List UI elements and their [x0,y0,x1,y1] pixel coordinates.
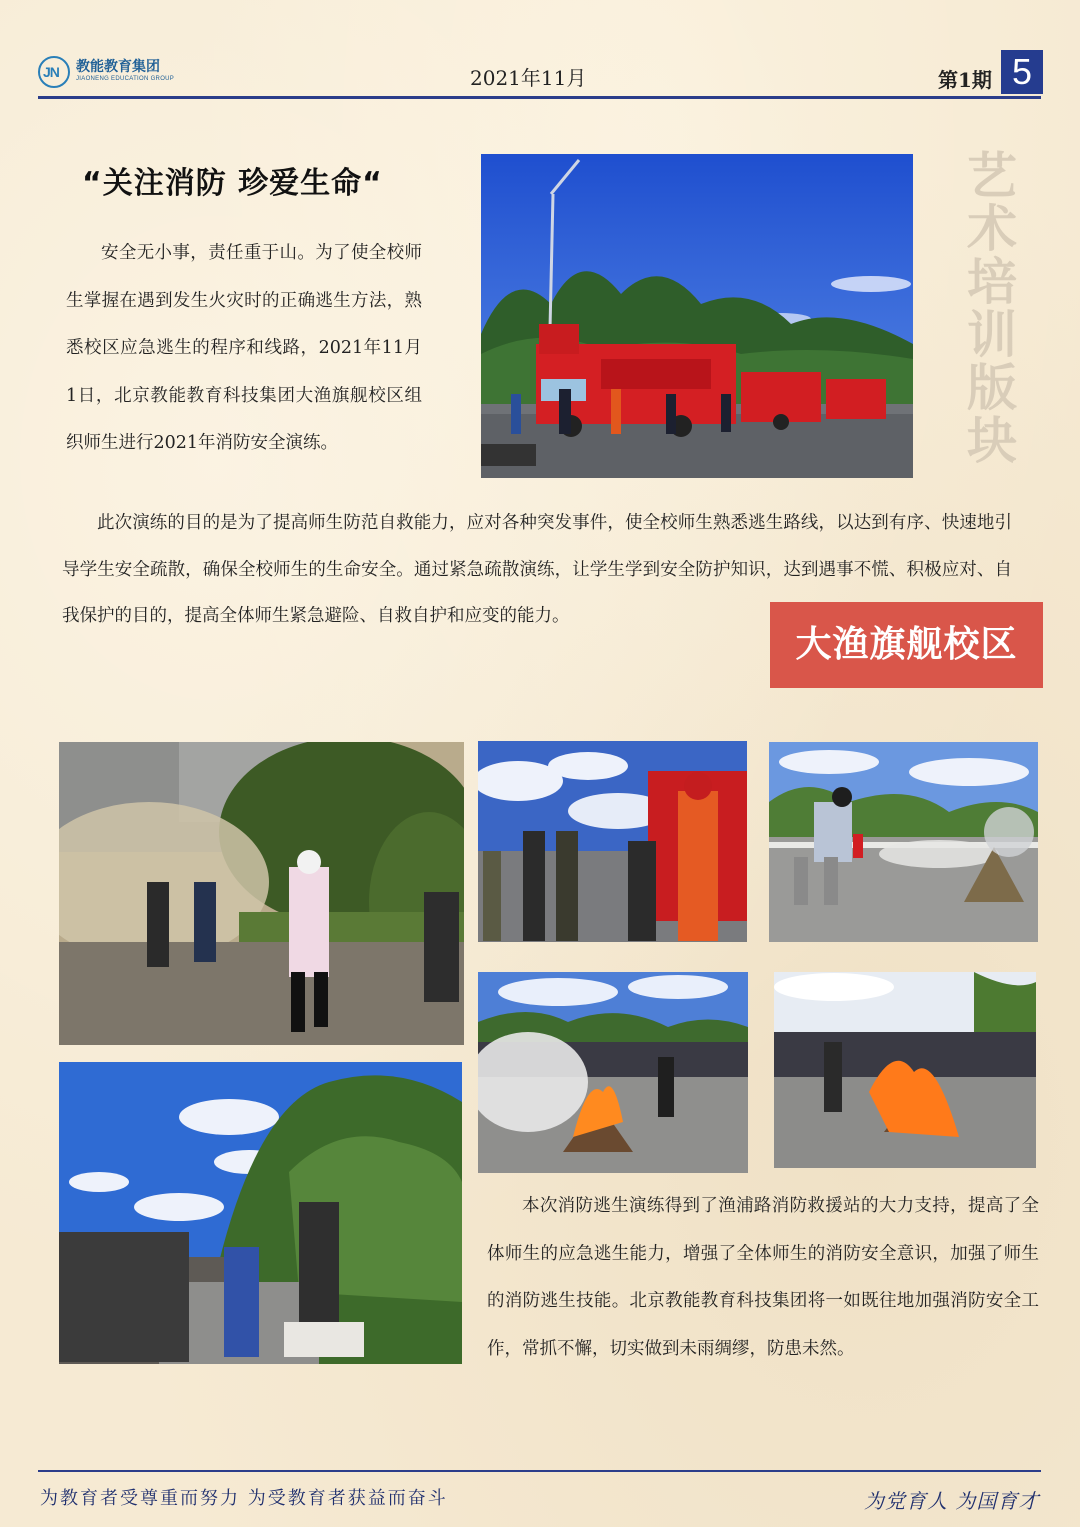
group-logo [38,54,178,90]
issue-date: 2021年11月 [470,66,587,90]
closing-paragraph: 本次消防逃生演练得到了渔浦路消防救援站的大力支持，提高了全体师生的应急逃生能力，增强了全体师生的消防安全意识，加强了师生的消防逃生技能。北京教能教育科技集团将一如既往地加强消防安全工作，常抓不懈，切实做到未雨绸缪，防患未然。 [487,1196,1039,1359]
article-title: “关注消防 珍爱生命“ [82,166,383,201]
logo-english-name: JIAONENG EDUCATION GROUP [76,76,175,82]
students-evacuated-photo [59,1062,462,1364]
footer-motto-right: 为党育人 为国育才 [864,1489,1040,1513]
side-title-char: 术 [967,200,1017,258]
bonfire-demonstration-photo [774,972,1036,1168]
fire-trucks-photo [481,154,913,478]
logo-mark-text: JN [43,64,59,80]
header-divider [38,96,1041,99]
purpose-paragraph: 此次演练的目的是为了提高师生防范自救能力，应对各种突发事件，使全校师生熟悉逃生路线，以达到有序、快速地引导学生安全疏散，确保全校师生的生命安全。通过紧急疏散演练，让学生学到安全防护知识，达到遇事不慌、积极应对、自我保护的目的，提高全体师生紧急避险、自救自护和应变的能力。 [62,513,1012,626]
firefighter-crowd-photo [478,741,747,942]
campus-badge: 大渔旗舰校区 [770,602,1043,688]
evacuation-smoke-photo [59,742,464,1045]
side-title-char: 训 [967,306,1017,364]
side-title-char: 块 [967,412,1017,470]
issue-label: 第1期 [938,68,992,92]
section-side-title [960,147,1024,470]
logo-name: 教能教育集团 [76,59,160,75]
bonfire-crowd-photo [478,972,748,1173]
footer-divider [38,1470,1041,1472]
intro-paragraph: 安全无小事，责任重于山。为了使全校师生掌握在遇到发生火灾时的正确逃生方法，熟悉校区应急逃生的程序和线路，2021年11月1日，北京教能教育科技集团大渔旗舰校区组织师生进行2021年消防安全演练。 [66,243,422,453]
logo-mark-icon [38,56,70,88]
extinguisher-drill-photo [769,742,1038,942]
side-title-char: 培 [967,253,1017,311]
page-number: 5 [1001,50,1043,94]
side-title-char: 版 [967,359,1017,417]
footer-motto-left: 为教育者受尊重而努力 为受教育者获益而奋斗 [40,1488,448,1509]
side-title-char: 艺 [967,147,1017,205]
